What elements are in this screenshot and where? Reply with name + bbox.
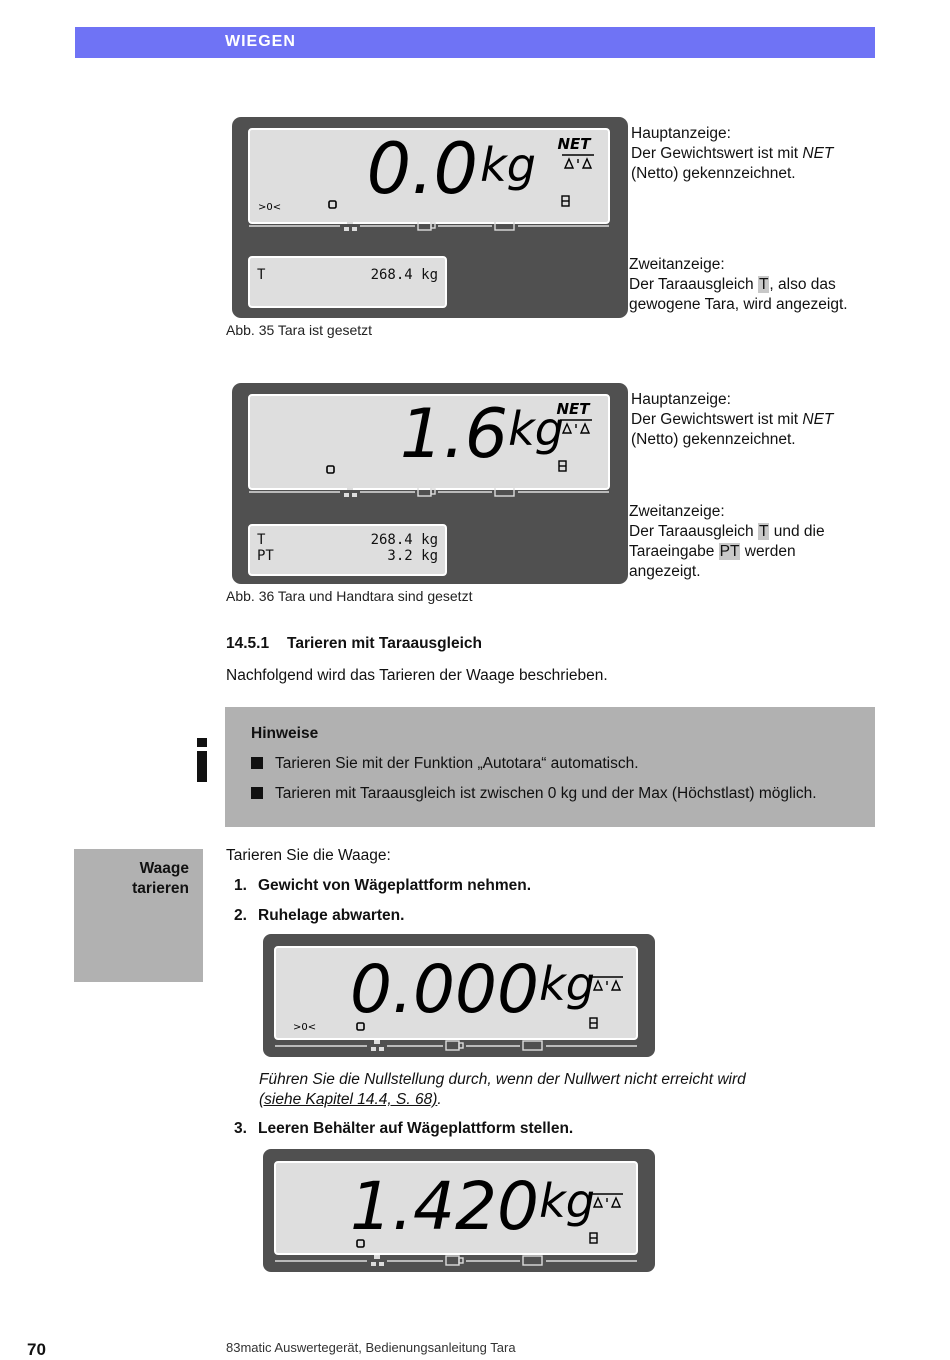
zero-indicator: >0< (258, 202, 282, 213)
note-item: Tarieren Sie mit der Funktion „Autotara“ automatisch. (251, 755, 639, 773)
net-label: NET (556, 400, 590, 418)
info-icon (195, 738, 209, 782)
side-label-box (74, 849, 203, 982)
secondary-label-pt: PT (257, 548, 274, 564)
note-box (225, 707, 875, 827)
figure-caption: Abb. 36 Tara und Handtara sind gesetzt (226, 588, 473, 604)
chapter-reference-link[interactable]: (siehe Kapitel 14.4, S. 68) (259, 1091, 438, 1108)
chapter-header-bar (75, 27, 875, 58)
secondary-label-t: T (257, 267, 266, 283)
main-display-description: Hauptanzeige: Der Gewichtswert ist mit NET (Netto) gekennzeichnet. (631, 125, 834, 182)
note-item: Tarieren mit Taraausgleich ist zwischen 0 kg und der Max (Höchstlast) möglich. (251, 785, 817, 803)
scale-display-figure-36 (232, 383, 628, 584)
note-title: Hinweise (251, 725, 319, 742)
secondary-value-t: 268.4 kg (370, 267, 438, 283)
procedure-step: 3. Leeren Behälter auf Wägeplattform stellen. (234, 1120, 574, 1137)
zero-indicator: >0< (293, 1022, 317, 1033)
procedure-step: 2. Ruhelage abwarten. (234, 907, 405, 924)
procedure-step: 1. Gewicht von Wägeplattform nehmen. (234, 877, 531, 894)
weight-unit: kg (539, 957, 595, 1011)
scale-display-step-2 (263, 934, 655, 1057)
section-title: Tarieren mit Taraausgleich (287, 635, 482, 652)
scale-display-step-3 (263, 1149, 655, 1272)
procedure-intro: Tarieren Sie die Waage: (226, 847, 391, 864)
side-label-line: Waage (139, 860, 189, 877)
main-weight-value: 1.420 (350, 1168, 539, 1245)
side-label-line: tarieren (132, 880, 189, 897)
weight-unit: kg (508, 402, 564, 456)
section-intro: Nachfolgend wird das Tarieren der Waage beschrieben. (226, 667, 608, 684)
page-number: 70 (27, 1340, 46, 1359)
main-weight-value: 0.0 (366, 128, 478, 210)
scale-display-figure-35 (232, 117, 628, 318)
weight-unit: kg (539, 1174, 595, 1228)
secondary-value-t: 268.4 kg (370, 532, 438, 548)
zeroing-hint: Führen Sie die Nullstellung durch, wenn der Nullwert nicht erreicht wird (siehe Kapitel 14.4, S. 68). (259, 1071, 746, 1108)
section-number: 14.5.1 (226, 635, 270, 652)
bullet-icon (251, 787, 263, 799)
secondary-value-pt: 3.2 kg (387, 548, 438, 564)
main-display-description: Hauptanzeige: Der Gewichtswert ist mit NET (Netto) gekennzeichnet. (631, 391, 834, 448)
secondary-display-description: Zweitanzeige: Der Taraausgleich T und die Taraeingabe PT werden angezeigt. (629, 503, 825, 580)
secondary-display-description: Zweitanzeige: Der Taraausgleich T, also das gewogene Tara, wird angezeigt. (629, 256, 848, 313)
bullet-icon (251, 757, 263, 769)
weight-unit: kg (480, 138, 536, 192)
main-weight-value: 1.6 (399, 395, 508, 474)
footer-text: 83matic Auswertegerät, Bedienungsanleitung Tara (226, 1340, 516, 1355)
section-heading (226, 635, 482, 653)
main-weight-value: 0.000 (350, 951, 539, 1028)
net-label: NET (557, 135, 591, 153)
figure-caption: Abb. 35 Tara ist gesetzt (226, 322, 373, 338)
secondary-label-t: T (257, 532, 266, 548)
chapter-title: WIEGEN (225, 33, 296, 50)
